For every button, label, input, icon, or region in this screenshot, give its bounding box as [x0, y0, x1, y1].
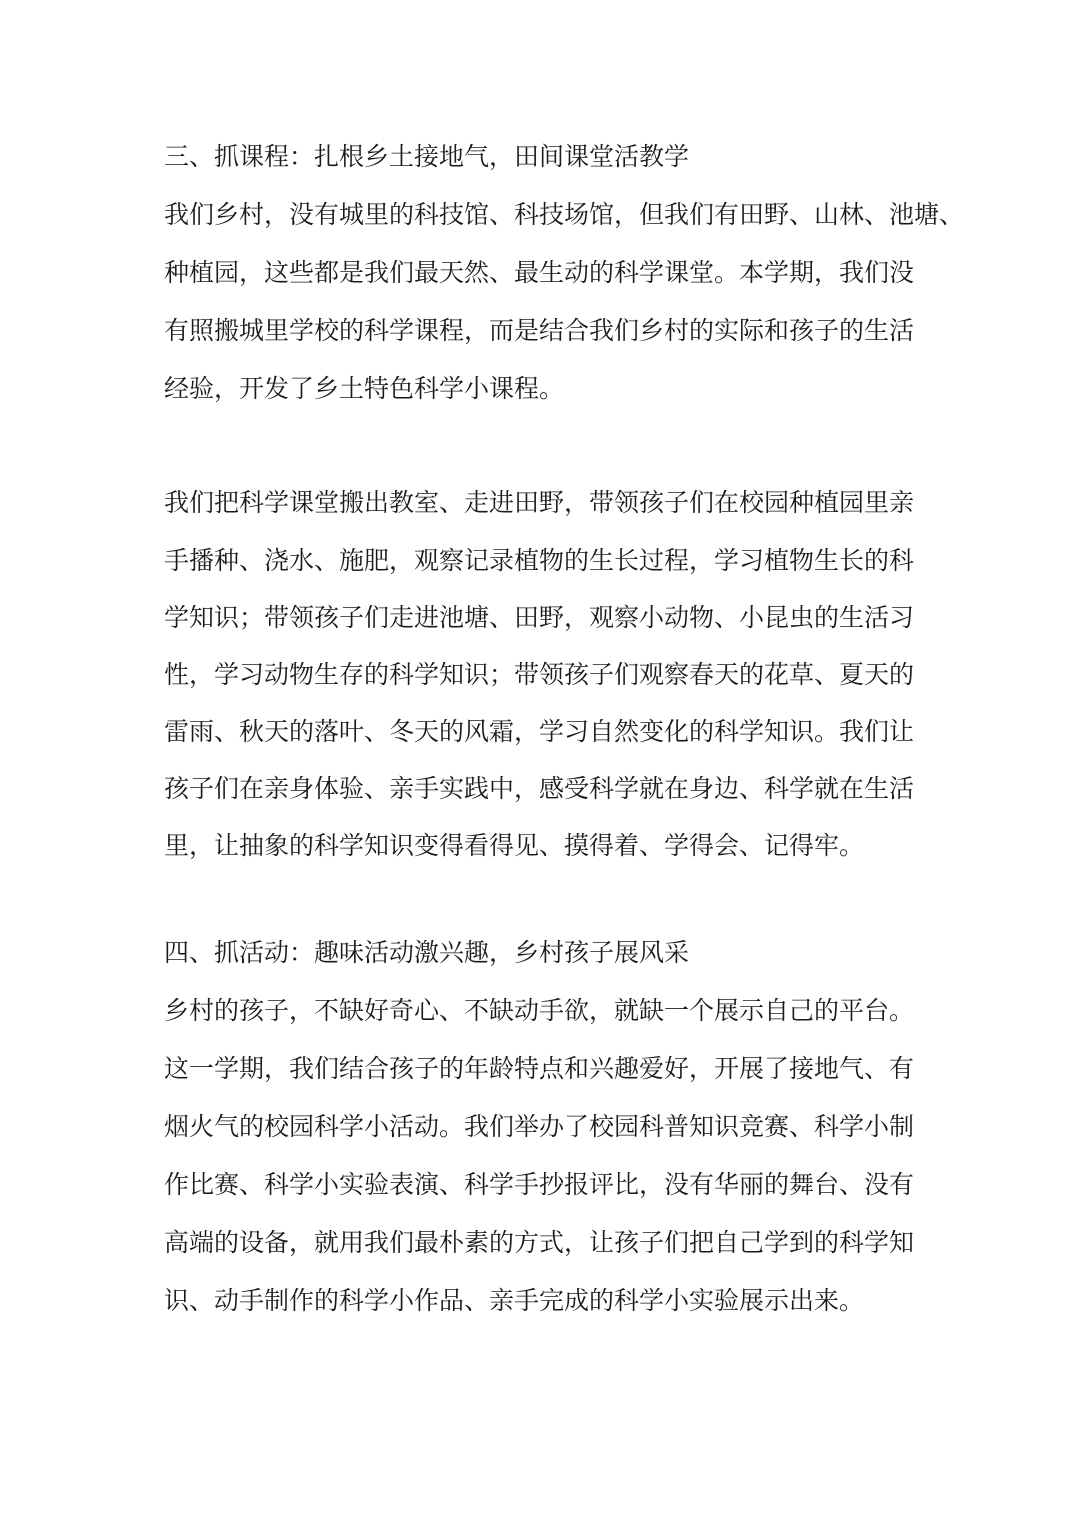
paragraph-line: 雷雨、秋天的落叶、冬天的风霜，学习自然变化的科学知识。我们让	[164, 717, 915, 746]
paragraph-line: 高端的设备，就用我们最朴素的方式，让孩子们把自己学到的科学知	[164, 1228, 915, 1257]
paragraph-line: 识、动手制作的科学小作品、亲手完成的科学小实验展示出来。	[164, 1286, 865, 1315]
section4-heading: 四、抓活动：趣味活动激兴趣，乡村孩子展风采	[164, 938, 690, 967]
paragraph-line: 我们把科学课堂搬出教室、走进田野，带领孩子们在校园种植园里亲	[164, 488, 915, 517]
paragraph-line: 我们乡村，没有城里的科技馆、科技场馆，但我们有田野、山林、池塘、	[164, 200, 965, 229]
paragraph-line: 手播种、浇水、施肥，观察记录植物的生长过程，学习植物生长的科	[164, 546, 915, 575]
paragraph-line: 种植园，这些都是我们最天然、最生动的科学课堂。本学期，我们没	[164, 258, 915, 287]
section3-heading: 三、抓课程：扎根乡土接地气，田间课堂活教学	[164, 142, 690, 171]
paragraph-line: 这一学期，我们结合孩子的年龄特点和兴趣爱好，开展了接地气、有	[164, 1054, 915, 1083]
paragraph-line: 烟火气的校园科学小活动。我们举办了校园科普知识竞赛、科学小制	[164, 1112, 915, 1141]
paragraph-line: 学知识；带领孩子们走进池塘、田野，观察小动物、小昆虫的生活习	[164, 603, 915, 632]
paragraph-line: 孩子们在亲身体验、亲手实践中，感受科学就在身边、科学就在生活	[164, 774, 915, 803]
paragraph-line: 性，学习动物生存的科学知识；带领孩子们观察春天的花草、夏天的	[164, 660, 915, 689]
paragraph-line: 作比赛、科学小实验表演、科学手抄报评比，没有华丽的舞台、没有	[164, 1170, 915, 1199]
paragraph-line: 里，让抽象的科学知识变得看得见、摸得着、学得会、记得牢。	[164, 831, 865, 860]
paragraph-line: 经验，开发了乡土特色科学小课程。	[164, 374, 565, 403]
paragraph-line: 乡村的孩子，不缺好奇心、不缺动手欲，就缺一个展示自己的平台。	[164, 996, 915, 1025]
paragraph-line: 有照搬城里学校的科学课程，而是结合我们乡村的实际和孩子的生活	[164, 316, 915, 345]
